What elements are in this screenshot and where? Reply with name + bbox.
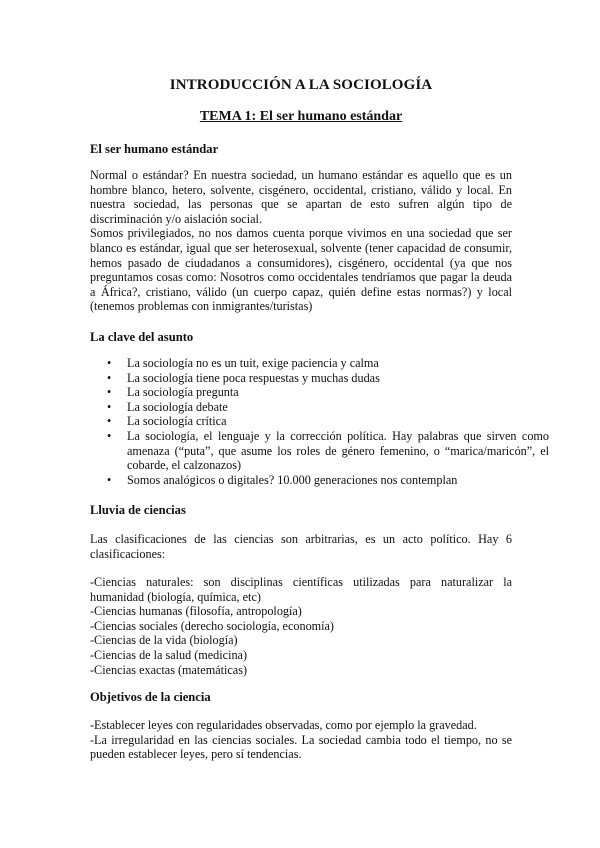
bullet-list xyxy=(90,356,549,487)
section-body-ser-humano xyxy=(90,168,512,314)
list-item: -Ciencias humanas (filosofía, antropología) xyxy=(90,604,302,619)
section-intro-lluvia xyxy=(90,532,512,561)
objectives-list xyxy=(90,718,512,762)
list-item: • La sociología no es un tuit, exige paciencia y calma xyxy=(127,356,549,371)
topic-title: TEMA 1: El ser humano estándar xyxy=(199,109,403,124)
list-item: -Ciencias sociales (derecho sociología, economía) xyxy=(90,618,334,633)
section-heading-lluvia: Lluvia de ciencias xyxy=(90,503,186,517)
list-item: • La sociología tiene poca respuestas y muchas dudas xyxy=(127,371,549,386)
paragraph: Normal o estándar? En nuestra sociedad, un humano estándar es aquello que es un hombre blanco, hetero, solvente, cisgénero, occidental, cristiano, válido y local. En nuestra sociedad, las personas que se apartan de esto sufren algún tipo de discriminación y/o aislación social. xyxy=(90,168,512,226)
list-item: -Ciencias naturales: son disciplinas científicas utilizadas para naturalizar la humanidad (biología, química, etc) xyxy=(90,575,512,604)
section-heading-objetivos: Objetivos de la ciencia xyxy=(90,690,211,704)
list-item: • La sociología debate xyxy=(127,400,549,415)
list-item: • La sociología crítica xyxy=(127,414,549,429)
section-heading-ser-humano: El ser humano estándar xyxy=(90,142,219,156)
science-list xyxy=(90,575,512,677)
list-item: -Ciencias de la vida (biología) xyxy=(90,633,238,648)
list-item: -La irregularidad en las ciencias sociales. La sociedad cambia todo el tiempo, no se pueden establecer leyes, pero sí tendencias. xyxy=(90,732,512,762)
list-item: -Establecer leyes con regularidades observadas, como por ejemplo la gravedad. xyxy=(90,718,477,732)
list-item: -Ciencias exactas (matemáticas) xyxy=(90,662,248,677)
list-item: • Somos analógicos o digitales? 10.000 generaciones nos contemplan xyxy=(127,473,549,488)
paragraph: Las clasificaciones de las ciencias son arbitrarias, es un acto político. Hay 6 clasificaciones: xyxy=(90,532,512,561)
list-item: -Ciencias de la salud (medicina) xyxy=(90,647,248,662)
section-heading-clave: La clave del asunto xyxy=(90,330,194,344)
document-title: INTRODUCCIÓN A LA SOCIOLOGÍA xyxy=(169,77,433,93)
paragraph: Somos privilegiados, no nos damos cuenta porque vivimos en una sociedad que ser blanco es estándar, igual que ser heterosexual, solvente (tener capacidad de consumir, hemos pasado de ciudadanos a consumidores), cisgénero, occidental (ya que nos preguntamos cosas como: Nosotros como occidentales tendríamos que pagar la deuda a África?, cristiano, válido (un cuerpo capaz, quién define estas normas?) y local (tenemos problemas con inmigrantes/turistas) xyxy=(90,226,512,314)
list-item: • La sociología pregunta xyxy=(127,385,549,400)
list-item: • La sociología, el lenguaje y la corrección política. Hay palabras que sirven como amenaza (“puta”, que asume los roles de género femenino, o “marica/maricón”, el cobarde, el calzonazos) xyxy=(127,429,549,473)
